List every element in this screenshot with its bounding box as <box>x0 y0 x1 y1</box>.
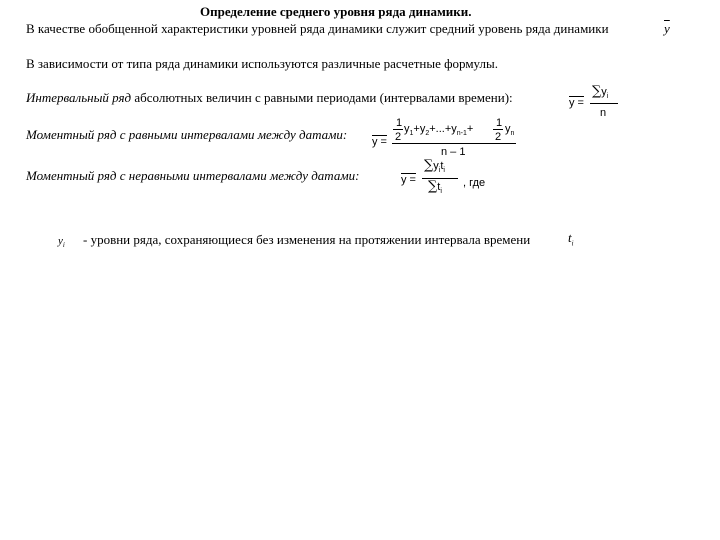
intro-text: В качестве обобщенной характеристики уровней ряда динамики служит средний уровень ряда динамики <box>26 21 609 36</box>
interval-series-text <box>26 90 513 105</box>
interval-fraction-bar <box>590 103 618 104</box>
moment-equal-lhs: y = <box>372 136 387 148</box>
sum-icon: ∑ <box>428 179 438 194</box>
interval-series-desc: абсолютных величин с равными периодами (интервалами времени): <box>131 90 513 105</box>
moment-equal-fraction-bar <box>392 143 516 144</box>
moment-unequal-denominator: $\sum t_i$ <box>428 179 442 196</box>
moment-unequal-text: Моментный ряд с неравными интервалами между датами: <box>26 168 360 183</box>
interval-series-term: Интервальный ряд <box>26 90 132 105</box>
mean-level-symbol: $\overline{y}$ <box>664 21 670 36</box>
moment-equal-denominator: n – 1 <box>441 146 466 158</box>
level-symbol: $y_i$ <box>58 235 65 250</box>
moment-equal-text: Моментный ряд с равными интервалами между датами: <box>26 127 348 142</box>
page-title: Определение среднего уровня ряда динамики. <box>200 4 472 19</box>
moment-unequal-numerator: $\sum y_it_i$ <box>424 158 445 175</box>
moment-unequal-lhs: y = <box>401 174 416 186</box>
interval-formula-numerator: $\sum y_i$ <box>592 84 609 101</box>
moment-unequal-suffix: , где <box>463 177 486 189</box>
formulas-note: В зависимости от типа ряда динамики используются различные расчетные формулы. <box>26 56 498 71</box>
moment-equal-numerator: $y_1+y_2+...+y_{n-1}+$ <box>404 123 474 138</box>
sum-icon: ∑ <box>592 84 602 99</box>
interval-formula-denominator: n <box>600 107 607 119</box>
sum-icon: ∑ <box>424 158 434 173</box>
interval-formula-lhs: y = <box>569 97 584 109</box>
definition-text: - уровни ряда, сохраняющиеся без изменения на протяжении интервала времени <box>83 232 531 247</box>
interval-time-symbol: $t_i$ <box>568 230 574 248</box>
